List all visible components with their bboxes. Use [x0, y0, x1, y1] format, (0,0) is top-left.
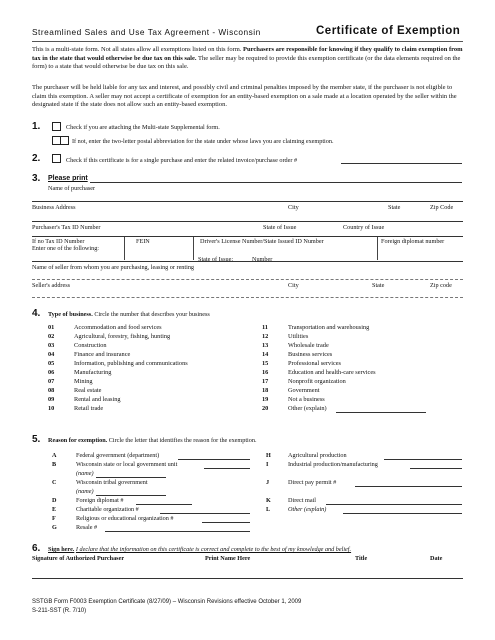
header-rule [32, 41, 463, 42]
business-type-label: Manufacturing [74, 369, 112, 376]
reason-f-text: Religious or educational organization # [76, 515, 174, 522]
section-2-number: 2. [32, 153, 41, 164]
reason-b-name-label: (name) [76, 470, 94, 477]
business-type-code: 01 [48, 324, 55, 331]
business-type-code: 14 [262, 351, 269, 358]
reason-a-text: Federal government (department) [76, 452, 160, 459]
business-type-label: Utilities [288, 333, 309, 340]
business-type-label: Government [288, 387, 320, 394]
reason-letter-f[interactable]: F [52, 515, 56, 522]
reason-j-text: Direct pay permit # [288, 479, 337, 486]
intro-text-1a: This is a multi-state form. Not all states allow all exemptions listed on this form. [32, 46, 244, 53]
reason-e-text: Charitable organization # [76, 506, 139, 513]
business-type-item[interactable] [48, 333, 170, 340]
agreement-title: Streamlined Sales and Use Tax Agreement - Wisconsin [32, 27, 261, 37]
multistate-supplement-checkbox[interactable] [52, 122, 61, 131]
intro-paragraph-1 [32, 46, 463, 72]
reason-f-field[interactable] [202, 522, 250, 523]
reason-l-label [288, 506, 326, 513]
business-type-label: Other (explain) [288, 405, 327, 412]
reason-letter-h[interactable]: H [266, 452, 271, 459]
reason-i-field[interactable] [410, 468, 462, 469]
seller-name-field[interactable] [32, 279, 463, 280]
business-type-item[interactable] [262, 387, 319, 394]
reason-l-field[interactable] [343, 513, 462, 514]
drivers-license-label: Driver's License Number/State Issued ID Number [200, 238, 324, 245]
business-type-code: 12 [262, 333, 269, 340]
reason-g-field[interactable] [105, 531, 250, 532]
section-3-number: 3. [32, 173, 41, 184]
business-type-item[interactable] [48, 342, 107, 349]
foreign-diplomat-number-label: Foreign diplomat number [381, 238, 445, 245]
tax-id-state-of-issue-label: State of Issue [263, 224, 297, 231]
reason-letter-i[interactable]: I [266, 461, 269, 468]
section-6-number: 6. [32, 543, 41, 554]
business-type-label: Rental and leasing [74, 396, 121, 403]
intro-paragraph-2: The purchaser will be held liable for any tax and interest, and possibly civil and criminal penalties imposed by the member state, if the purchaser is not eligible to claim this exemption. A seller may not accept a certificate of exemption for an entity-based exemption on a sale made at a location operated by the seller within the designated state if the state does not allow such an entity-based exemption. [32, 84, 457, 109]
business-type-item[interactable] [48, 378, 93, 385]
business-type-label: Retail trade [74, 405, 104, 412]
signature-label: Signature of Authorized Purchaser [32, 555, 125, 562]
reason-letter-k[interactable]: K [266, 497, 271, 504]
business-type-code: 04 [48, 351, 55, 358]
fein-label: FEIN [136, 238, 150, 245]
seller-address-field[interactable] [32, 297, 463, 298]
business-type-label: Not a business [288, 396, 325, 403]
intro-text-1b: Purchasers are responsible for knowing if they qualify to claim exemption from tax in the state that would otherwise be due tax on this sale. [32, 46, 463, 62]
business-type-label: Mining [74, 378, 93, 385]
sign-here-title: Sign here. [48, 546, 75, 553]
reason-h-text: Agricultural production [288, 452, 347, 459]
no-tax-id-label: If no Tax ID Number [32, 238, 85, 245]
business-type-label: Accommodation and food services [74, 324, 162, 331]
business-type-code: 18 [262, 387, 269, 394]
reason-j-field[interactable] [355, 486, 462, 487]
alt-id-divider-1 [124, 237, 125, 260]
reason-b-name-field[interactable] [96, 477, 166, 478]
business-type-label: Construction [74, 342, 107, 349]
business-type-item[interactable] [48, 360, 188, 367]
business-type-code: 02 [48, 333, 55, 340]
reason-l-text: Other (explain) [288, 506, 327, 513]
business-type-code: 19 [262, 396, 269, 403]
state-abbreviation-label: If not, enter the two-letter postal abbreviation for the state under whose laws you are claiming exemption. [72, 138, 334, 145]
enter-one-label: Enter one of the following: [32, 245, 100, 252]
business-type-item[interactable] [48, 387, 101, 394]
business-other-field[interactable] [336, 412, 426, 413]
country-of-issue-label: Country of Issue [343, 224, 385, 231]
reason-letter-c[interactable]: C [52, 479, 57, 486]
business-type-item[interactable] [48, 369, 111, 376]
reason-a-label [76, 452, 159, 459]
business-type-label: Nonprofit organization [288, 378, 346, 385]
business-type-item[interactable] [48, 351, 130, 358]
reason-letter-j[interactable]: J [266, 479, 270, 486]
reason-g-text: Resale # [76, 524, 98, 531]
business-type-code: 17 [262, 378, 269, 385]
business-type-item[interactable] [48, 405, 103, 412]
business-type-item[interactable] [262, 396, 325, 403]
business-type-item[interactable] [262, 351, 332, 358]
business-type-code: 15 [262, 360, 269, 367]
business-type-code: 16 [262, 369, 269, 376]
business-type-item[interactable] [262, 360, 341, 367]
business-type-label: Real estate [74, 387, 102, 394]
intro-text-1c: The seller may be required to provide this exemption certificate (or the data elements required on the form) to a state that would otherwise be due tax on this sale. [32, 54, 461, 71]
single-purchase-label: Check if this certificate is for a single purchase and enter the related invoice/purchase order # [66, 157, 298, 164]
business-type-item[interactable] [262, 405, 327, 412]
reason-letter-d[interactable]: D [52, 497, 57, 504]
single-purchase-checkbox[interactable] [52, 154, 61, 163]
section-1-number: 1. [32, 121, 41, 132]
seller-state-label: State [372, 282, 385, 289]
business-type-code: 10 [48, 405, 55, 412]
reason-h-field[interactable] [384, 459, 462, 460]
date-label: Date [430, 555, 443, 562]
reason-title: Reason for exemption. [48, 437, 108, 444]
business-type-label: Professional services [288, 360, 341, 367]
reason-c-name-label: (name) [76, 488, 94, 495]
dl-number-label: Number [252, 256, 273, 263]
business-type-code: 11 [262, 324, 268, 331]
type-of-business-instruction: Circle the number that describes your business [94, 311, 210, 318]
business-type-label: Education and health-care services [288, 369, 376, 376]
business-type-label: Agricultural, forestry, fishing, hunting [74, 333, 171, 340]
business-type-code: 09 [48, 396, 55, 403]
seller-name-label: Name of seller from whom you are purchasing, leasing or renting [32, 264, 195, 271]
business-type-label: Transportation and warehousing [288, 324, 370, 331]
multistate-supplement-label: Check if you are attaching the Multi-state Supplemental form. [66, 124, 220, 131]
business-city-label: City [288, 204, 299, 211]
business-type-item[interactable] [262, 369, 376, 376]
tax-id-label: Purchaser's Tax ID Number [32, 224, 101, 231]
reason-d-text: Foreign diplomat # [76, 497, 124, 504]
alt-id-divider-3 [377, 237, 378, 260]
seller-zip-label: Zip code [430, 282, 452, 289]
seller-address-label: Seller's address [32, 282, 71, 289]
sign-here-declaration: I declare that the information on this certificate is correct and complete to the best of my knowledge and belief. [75, 546, 352, 553]
alt-id-divider-2 [193, 237, 194, 260]
signature-field[interactable] [32, 578, 463, 579]
footer-form-number: S-211-SST (R. 7/10) [32, 608, 87, 614]
purchaser-name-field[interactable] [90, 182, 462, 183]
business-type-item[interactable] [262, 324, 369, 331]
reason-b-text: Wisconsin state or local government unit [76, 461, 178, 468]
reason-instruction: Circle the letter that identifies the reason for the exemption. [108, 437, 257, 444]
business-type-label: Wholesale trade [288, 342, 329, 349]
business-type-item[interactable] [48, 324, 162, 331]
reason-i-text: Industrial production/manufacturing [288, 461, 378, 468]
reason-letter-a[interactable]: A [52, 452, 57, 459]
section-4-number: 4. [32, 308, 41, 319]
name-of-purchaser-label: Name of purchaser [48, 185, 96, 192]
reason-letter-e[interactable]: E [52, 506, 57, 513]
business-type-item[interactable] [262, 333, 308, 340]
business-type-code: 05 [48, 360, 55, 367]
business-type-label: Business services [288, 351, 333, 358]
business-zip-label: Zip Code [430, 204, 454, 211]
reason-k-field[interactable] [326, 504, 462, 505]
footer-form-info: SSTGB Form F0003 Exemption Certificate (8/27/09) – Wisconsin Revisions effective October 1, 2009 [32, 599, 302, 605]
reason-k-text: Direct mail [288, 497, 317, 504]
reason-letter-l[interactable]: L [266, 506, 271, 513]
reason-b-field[interactable] [204, 468, 250, 469]
section-5-number: 5. [32, 434, 41, 445]
business-type-label: Information, publishing and communications [74, 360, 188, 367]
tax-id-field[interactable] [32, 221, 463, 222]
title-label: Title [355, 555, 368, 562]
dl-state-of-issue-label: State of Issue: [198, 256, 234, 263]
alt-id-bottom-rule [32, 261, 463, 262]
reason-heading [48, 437, 257, 444]
business-type-item[interactable] [262, 378, 346, 385]
business-type-code: 06 [48, 369, 55, 376]
business-type-code: 20 [262, 405, 269, 412]
business-type-code: 13 [262, 342, 269, 349]
certificate-title: Certificate of Exemption [316, 25, 461, 37]
print-name-label: Print Name Here [205, 555, 251, 562]
type-of-business-title: Type of business. [48, 311, 93, 318]
business-type-label: Finance and insurance [74, 351, 131, 358]
reason-d-field[interactable] [136, 504, 192, 505]
reason-letter-b[interactable]: B [52, 461, 57, 468]
seller-city-label: City [288, 282, 299, 289]
business-type-item[interactable] [262, 342, 329, 349]
business-type-code: 08 [48, 387, 55, 394]
business-type-code: 07 [48, 378, 55, 385]
business-type-item[interactable] [48, 396, 121, 403]
reason-letter-g[interactable]: G [52, 524, 57, 531]
sign-here-heading [48, 546, 351, 553]
business-type-code: 03 [48, 342, 55, 349]
type-of-business-heading [48, 311, 210, 318]
business-address-field[interactable] [32, 201, 463, 202]
reason-e-field[interactable] [160, 513, 250, 514]
business-address-label: Business Address [32, 204, 76, 211]
reason-c-name-field[interactable] [96, 495, 166, 496]
reason-c-text: Wisconsin tribal government [76, 479, 148, 486]
invoice-number-field[interactable] [341, 163, 462, 164]
please-print-heading: Please print [48, 175, 88, 182]
reason-a-field[interactable] [178, 459, 250, 460]
alt-id-top-rule [32, 236, 463, 237]
business-state-label: State [388, 204, 401, 211]
state-abbreviation-box-2[interactable] [60, 136, 69, 145]
